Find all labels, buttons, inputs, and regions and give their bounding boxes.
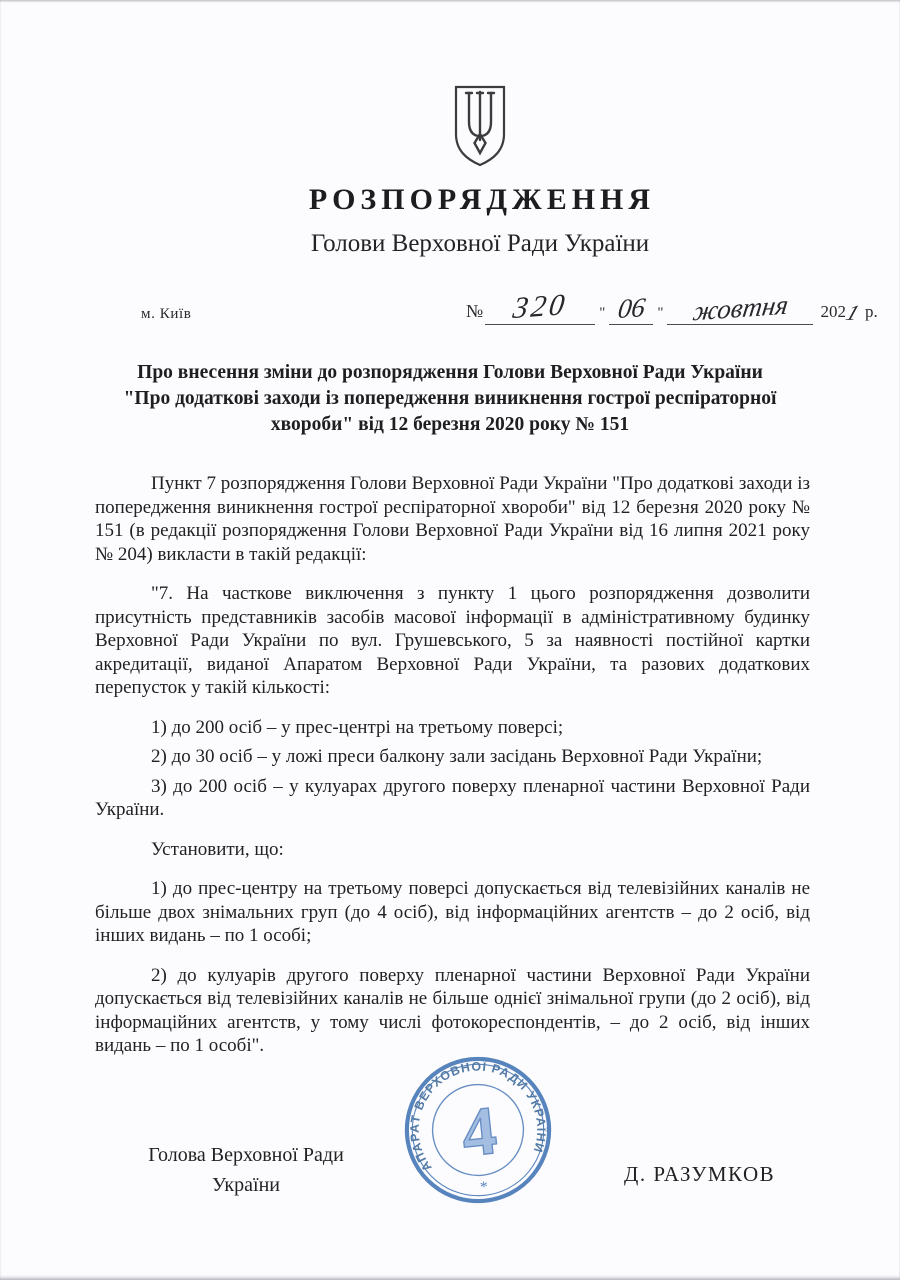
list-item-2: 2) до 30 осіб – у ложі преси балкону зали засідань Верховної Ради України; xyxy=(151,746,763,767)
month-field xyxy=(667,289,813,327)
close-quote: " xyxy=(657,305,664,321)
signatory-title-line-1: Голова Верховної Ради xyxy=(148,1144,344,1166)
document-title: РОЗПОРЯДЖЕННЯ xyxy=(308,183,656,216)
handwritten-number: 320 xyxy=(511,287,570,326)
paragraph-establish: Установити, що: xyxy=(151,838,284,860)
number-field xyxy=(485,287,595,326)
paragraph-point-7: "7. На часткове виключення з пункту 1 цього розпорядження дозволити присутність представників засобів масової інформації в адміністративному будинку Верховної Ради України по вул. Грушевського, 5 за наявності постійної картки акредитації, виданої Апаратом Верховної Ради України, та разових додаткових перепусток у такій кількості: xyxy=(95,583,810,698)
official-stamp xyxy=(391,1043,565,1217)
document-subtitle: Голови Верховної Ради України xyxy=(310,230,650,257)
city-label: м. Київ xyxy=(141,306,192,322)
handwritten-day: 06 xyxy=(615,291,648,325)
list-item-3: 3) до 200 осіб – у кулуарах другого поверху пленарної частини Верховної Ради України. xyxy=(95,775,810,820)
year-suffix: р. xyxy=(864,302,878,321)
handwritten-month: жовтня xyxy=(691,289,791,327)
signatory-name: Д. РАЗУМКОВ xyxy=(624,1162,776,1186)
stamp-star-icon: * xyxy=(479,1178,489,1197)
handwritten-year-digit: 1 xyxy=(842,299,863,326)
list-item-1: 1) до 200 осіб – у прес-центрі на третьому поверсі; xyxy=(151,716,564,738)
subject-line-3: хвороби" від 12 березня 2020 року № 151 xyxy=(270,414,630,435)
subject-line-2: "Про додаткові заходи із попередження виникнення гострої респіраторної xyxy=(123,388,777,409)
number-sign: № xyxy=(466,301,484,321)
day-field xyxy=(609,291,653,325)
subject-line-1: Про внесення зміни до розпорядження Голови Верховної Ради України xyxy=(137,362,763,383)
document-body xyxy=(95,472,810,1074)
stamp-number: 4 xyxy=(457,1090,501,1172)
open-quote: " xyxy=(599,305,606,321)
year-printed: 202 xyxy=(820,302,846,321)
stamp-ring-text: АПАРАТ ВЕРХОВНОЇ РАДИ УКРАЇНИ xyxy=(407,1059,549,1175)
number-date-line xyxy=(466,287,879,327)
signatory-title xyxy=(140,1140,352,1200)
subject-title xyxy=(70,360,830,438)
paragraph-intro: Пункт 7 розпорядження Голови Верховної Ради України "Про додаткові заходи із попередження виникнення гострої респіраторної хвороби" від 12 березня 2020 року № 151 (в редакції розпорядження Голови Верховної Ради України від 16 липня 2021 року № 204) викласти в такій редакції: xyxy=(95,473,810,565)
rule-item-2: 2) до кулуарів другого поверху пленарної частини Верховної Ради України допускається від телевізійних каналів не більше однієї знімальної групи (до 2 осіб), від інформаційних агентств, у тому числі фотокореспондентів, – до 2 осіб, від інших видань – по 1 особі". xyxy=(95,964,810,1056)
rule-item-1: 1) до прес-центру на третьому поверсі допускається від телевізійних каналів не більше двох знімальних груп (до 4 осіб), від інформаційних агентств – до 2 осіб, від інших видань – по 1 особі; xyxy=(95,878,810,946)
ukraine-trident-emblem xyxy=(452,84,508,168)
signatory-title-line-2: України xyxy=(212,1174,280,1196)
